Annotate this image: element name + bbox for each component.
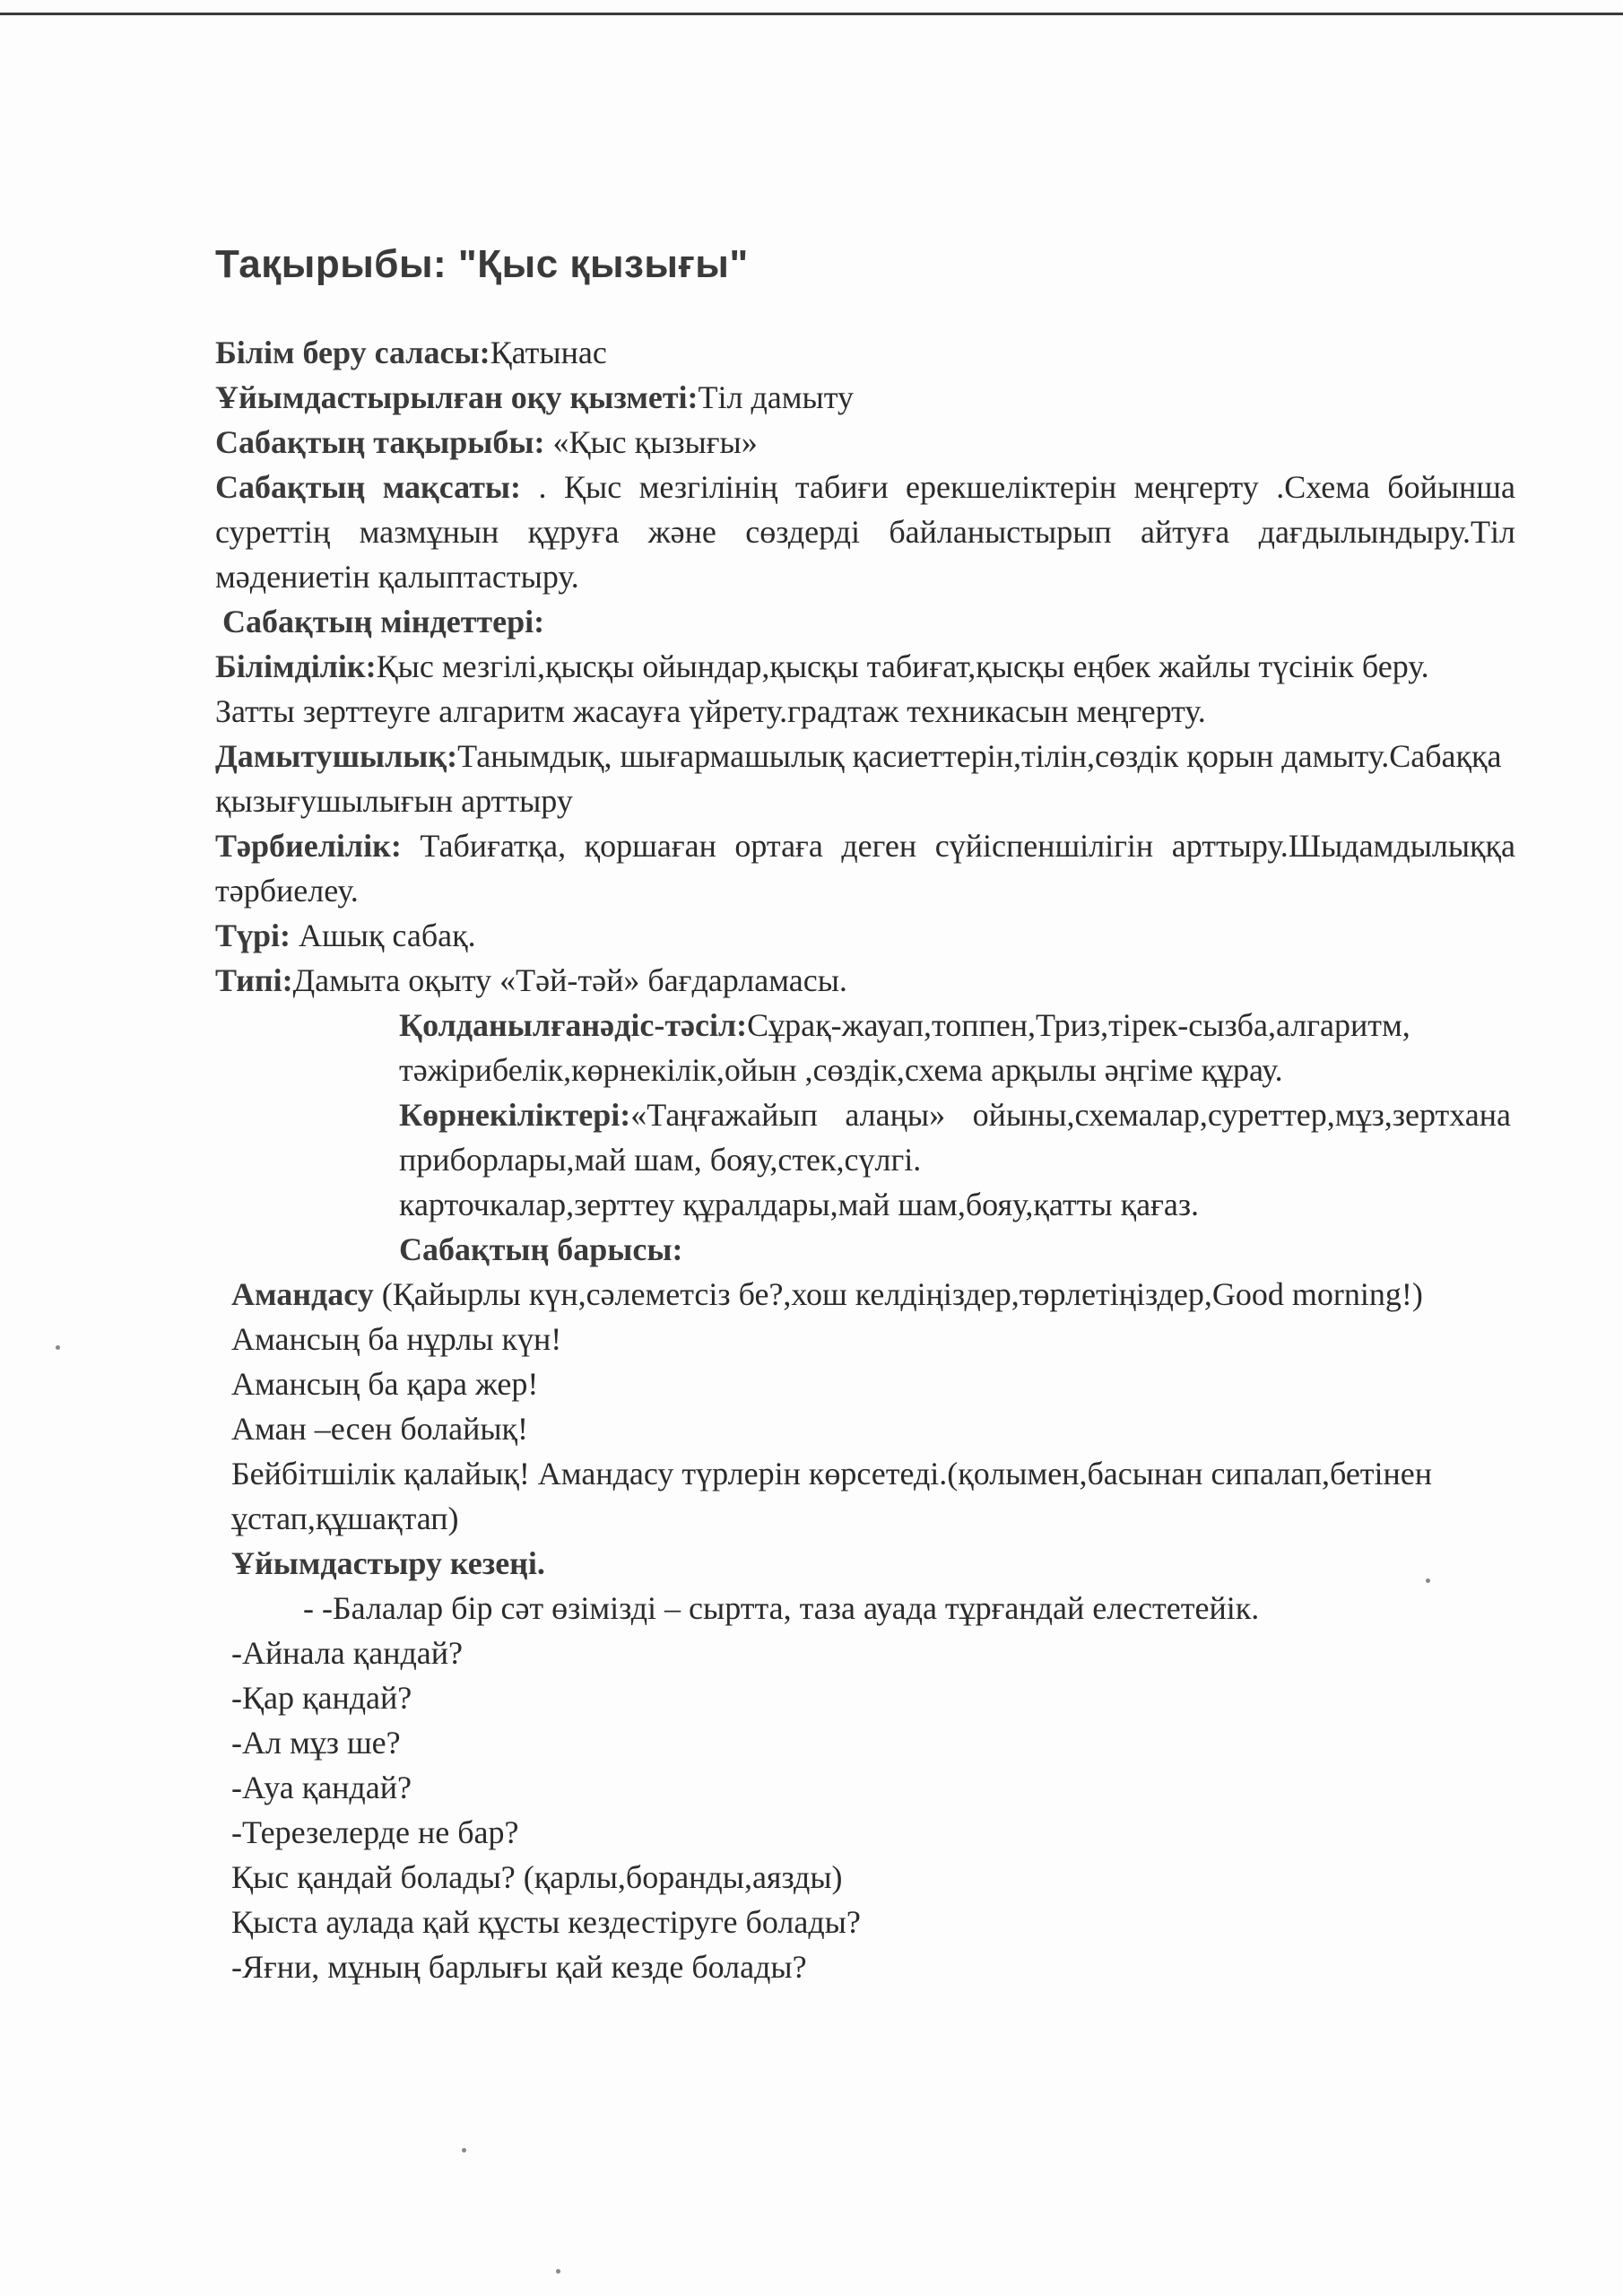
field-visuals-label: Көрнекіліктері: xyxy=(399,1097,631,1133)
greeting-line: Аман –есен болайық! xyxy=(231,1411,529,1447)
field-goal xyxy=(215,465,1515,599)
field-type xyxy=(215,913,1515,958)
progress-heading xyxy=(399,1227,1511,1272)
scan-speck xyxy=(556,2269,560,2274)
org-line: Қыста аулада қай құсты кездестіруге болады? xyxy=(231,1904,861,1940)
org-line: -Қар қандай? xyxy=(231,1680,412,1716)
field-area xyxy=(215,330,1515,375)
field-methods-value: Сұрақ-жауап,топпен,Триз,тірек-сызба,алгаритм, тәжірибелік,көрнекілік,ойын ,сөздік,схема арқылы әңгіме құрау. xyxy=(399,1007,1410,1088)
document-title: Тақырыбы: "Қыс қызығы" xyxy=(215,242,749,286)
field-area-value: Қатынас xyxy=(490,335,607,370)
field-developmental xyxy=(215,734,1515,823)
scan-top-edge xyxy=(0,13,1623,15)
lesson-plan-document xyxy=(215,242,1515,1989)
field-kind xyxy=(215,958,1515,1003)
field-kind-label: Типі: xyxy=(215,962,293,998)
field-upbringing-label: Тәрбиелілік: xyxy=(215,828,402,864)
field-developmental-label: Дамытушылық: xyxy=(215,738,458,774)
field-kind-value: Дамыта оқыту «Тәй-тәй» бағдарламасы. xyxy=(292,962,847,998)
tasks-heading-label: Сабақтың міндеттері: xyxy=(222,604,545,639)
greeting-label: Амандасу xyxy=(231,1276,374,1312)
field-activity-label: Ұйымдастырылған оқу қызметі: xyxy=(215,379,699,415)
field-visuals-extra: карточкалар,зерттеу құралдары,май шам,бояу,қатты қағаз. xyxy=(399,1187,1200,1222)
org-line: -Терезелерде не бар? xyxy=(231,1814,519,1850)
tasks-heading xyxy=(222,599,1515,644)
field-visuals-value: «Таңғажайып алаңы» ойыны,схемалар,суреттер,мұз,зертхана приборлары,май шам, бояу,стек,сүлгі. xyxy=(399,1097,1511,1178)
field-topic-label: Сабақтың тақырыбы: xyxy=(215,424,545,460)
field-activity-value: Тіл дамыту xyxy=(698,379,854,415)
methods-block xyxy=(399,1003,1511,1272)
greeting-line: Амансың ба нұрлы күн! xyxy=(231,1321,562,1357)
field-topic-value: «Қыс қызығы» xyxy=(544,424,758,460)
field-type-label: Түрі: xyxy=(215,918,291,953)
org-line: -Айнала қандай? xyxy=(231,1635,464,1671)
org-heading xyxy=(231,1541,1515,1586)
greeting-line: Бейбітшілік қалайық! Амандасу түрлерін көрсетеді.(қолымен,басынан сипалап,бетінен ұстап,құшақтап) xyxy=(231,1456,1433,1536)
scan-speck xyxy=(56,1345,60,1350)
field-type-value: Ашық сабақ. xyxy=(291,918,476,953)
org-line: -Яғни, мұның барлығы қай кезде болады? xyxy=(231,1949,807,1985)
field-activity xyxy=(215,375,1515,420)
scan-speck xyxy=(462,2148,466,2152)
field-methods xyxy=(399,1003,1511,1092)
field-developmental-value: Танымдық, шығармашылық қасиеттерін,тілін,сөздік қорын дамыту.Сабаққа қызығушылығын арттыру xyxy=(215,738,1502,819)
org-line: Қыс қандай болады? (қарлы,боранды,аязды) xyxy=(231,1859,843,1895)
field-area-label: Білім беру саласы: xyxy=(215,335,490,370)
scan-speck xyxy=(1426,1578,1430,1583)
field-educational xyxy=(215,644,1515,734)
org-line: -Ауа қандай? xyxy=(231,1770,412,1805)
field-goal-label: Сабақтың мақсаты: xyxy=(215,469,522,505)
org-intro: - -Балалар бір сәт өзімізді – сыртта, таза ауада тұрғандай елестетейік. xyxy=(303,1590,1260,1626)
greeting-value: (Қайырлы күн,сәлеметсіз бе?,хош келдіңіздер,төрлетіңіздер,Good morning!) xyxy=(373,1276,1423,1312)
field-upbringing xyxy=(215,823,1515,913)
greeting-line: Амансың ба қара жер! xyxy=(231,1366,539,1402)
field-topic xyxy=(215,420,1515,465)
field-methods-label: Қолданылғанәдіс-тәсіл: xyxy=(399,1007,748,1043)
greeting-intro xyxy=(231,1272,1515,1317)
greeting-section xyxy=(231,1272,1515,1989)
field-educational-label: Білімділік: xyxy=(215,648,377,684)
field-educational-value: Қыс мезгілі,қысқы ойындар,қысқы табиғат,қысқы еңбек жайлы түсінік беру. Затты зерттеуге алгаритм жасауға үйрету.градтаж техникасын меңгерту. xyxy=(215,648,1429,729)
org-heading-label: Ұйымдастыру кезеңі. xyxy=(231,1545,545,1581)
field-goal-value: . Қыс мезгілінің табиғи ерекшеліктерін меңгерту .Схема бойынша суреттің мазмұнын құруға және сөздерді байланыстырып айтуға дағдылындыру.Тіл мәдениетін қалыптастыру. xyxy=(215,469,1516,595)
progress-heading-label: Сабақтың барысы: xyxy=(399,1231,683,1267)
org-line: -Ал мұз ше? xyxy=(231,1725,401,1761)
field-upbringing-value: Табиғатқа, қоршаған ортаға деген сүйіспеншілігін арттыру.Шыдамдылыққа тәрбиелеу. xyxy=(215,828,1515,909)
field-visuals xyxy=(399,1092,1511,1182)
